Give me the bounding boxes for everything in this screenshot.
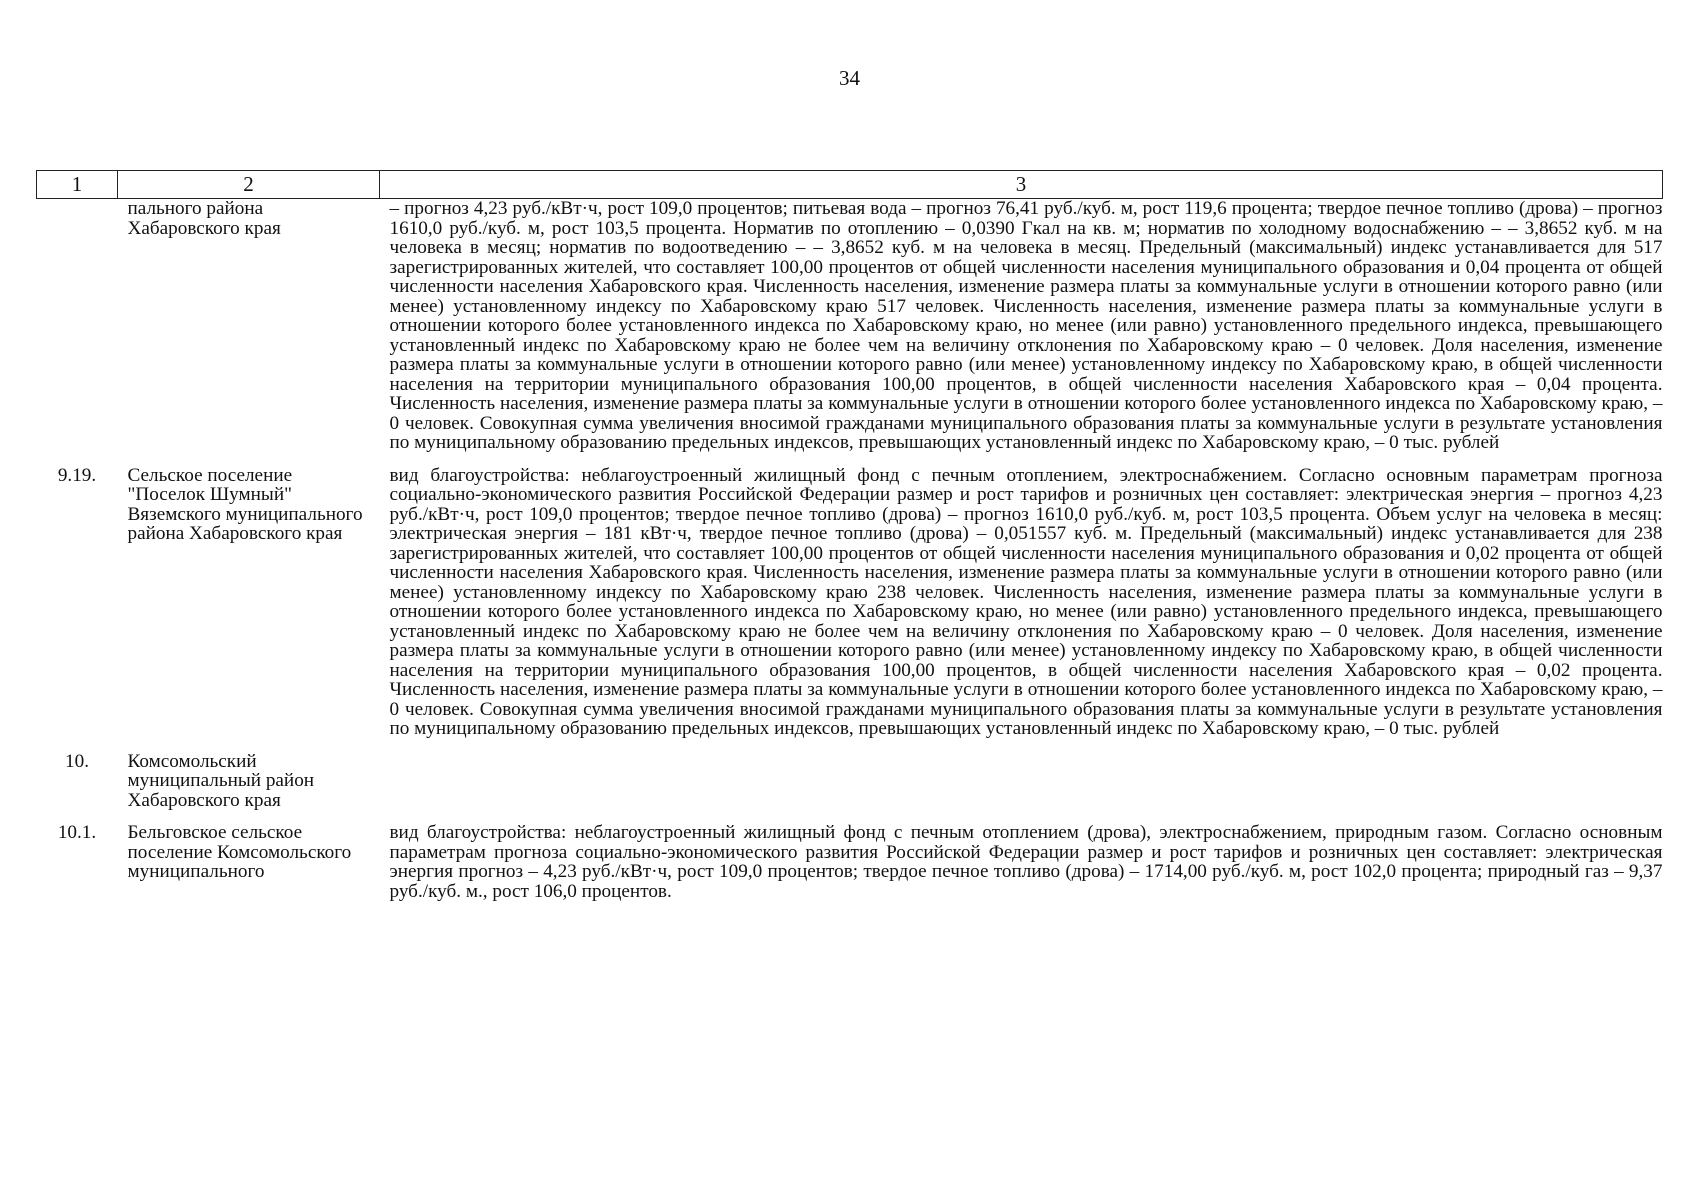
municipality-name: Комсомольский муниципальный район Хабаровского края: [127, 750, 315, 811]
row-number: [37, 199, 118, 453]
row-number: 10.1.: [57, 822, 97, 843]
column-header-2: 2: [118, 171, 380, 199]
row-description: вид благоустройства: неблагоустроенный жилищный фонд с печным отоплением (дрова), электроснабжением, природным газом. Согласно основным параметрам прогноза социально-экономического развития Российской Федерации размер и рост тарифов и розничных цен составляет: электрическая энергия прогноз – 4,23 руб./кВт·ч, рост 109,0 процентов; твердое печное топливо (дрова) – 1714,00 руб./куб. м, рост 102,0 процента; природный газ – 9,37 руб./куб. м., рост 106,0 процентов.: [389, 822, 1663, 902]
column-header-1: 1: [37, 171, 118, 199]
column-header-3: 3: [380, 171, 1663, 199]
municipality-name: Сельское поселение "Поселок Шумный" Вяземского муниципального района Хабаровского края: [127, 464, 363, 544]
table-row: [37, 739, 1663, 811]
row-description: вид благоустройства: неблагоустроенный жилищный фонд с печным отоплением, электроснабжением. Согласно основным параметрам прогноза социально-экономического развития Российской Федерации размер и рост тарифов и розничных цен составляет: электрическая энергия – прогноз 4,23 руб./кВт·ч, рост 109,0 процентов; твердое печное топливо (дрова) – прогноз 1610,0 руб./куб. м, рост 103,5 процента. Объем услуг на человека в месяц: электрическая энергия – 181 кВт·ч, твердое печное топливо (дрова) – 0,051557 куб. м. Предельный (максимальный) индекс устанавливается для 238 зарегистрированных жителей, что составляет 100,00 процентов от общей численности населения муниципального образования и 0,02 процента от общей численности населения Хабаровского края. Численность населения, изменение размера платы за коммунальные услуги в отношении которого равно (или менее) установленному индексу по Хабаровскому краю 238 человек. Численность населения, изменение размера платы за коммунальные услуги в отношении которого более установленного индекса по Хабаровскому краю, но менее (или равно) установленного предельного индекса, превышающего установленный индекс по Хабаровскому краю не более чем на величину отклонения по Хабаровскому краю – 0 человек. Доля населения, изменение размера платы за коммунальные услуги в отношении которого равно (или менее) установленному индексу по Хабаровскому краю, в общей численности населения на территории муниципального образования 100,00 процентов, в общей численности населения Хабаровского края – 0,02 процента. Численность населения, изменение размера платы за коммунальные услуги в отношении которого более установленного индекса по Хабаровскому краю, – 0 человек. Совокупная сумма увеличения вносимой гражданами муниципального образования платы за коммунальные услуги в результате установления по муниципальному образованию предельных индексов, превышающих установленный индекс по Хабаровскому краю, – 0 тыс. рублей: [389, 464, 1663, 739]
table-body: [37, 199, 1663, 902]
row-description: [380, 739, 1663, 811]
row-description: – прогноз 4,23 руб./кВт·ч, рост 109,0 процентов; питьевая вода – прогноз 76,41 руб./куб. м, рост 119,6 процента; твердое печное топливо (дрова) – прогноз 1610,0 руб./куб. м, рост 103,5 процента. Норматив по отоплению – 0,0390 Гкал на кв. м; норматив по холодному водоснабжению – – 3,8652 куб. м на человека в месяц; норматив по водоотведению – – 3,8652 куб. м на человека в месяц. Предельный (максимальный) индекс устанавливается для 517 зарегистрированных жителей, что составляет 100,00 процентов от общей численности населения муниципального образования и 0,04 процента от общей численности населения Хабаровского края. Численность населения, изменение размера платы за коммунальные услуги в отношении которого равно (или менее) установленному индексу по Хабаровскому краю 517 человек. Численность населения, изменение размера платы за коммунальные услуги в отношении которого более установленного индекса по Хабаровскому краю, но менее (или равно) установленного предельного индекса, превышающего установленный индекс по Хабаровскому краю не более чем на величину отклонения по Хабаровскому краю – 0 человек. Доля населения, изменение размера платы за коммунальные услуги в отношении которого равно (или менее) установленному индексу по Хабаровскому краю, в общей численности населения на территории муниципального образования 100,00 процентов, в общей численности населения Хабаровского края – 0,04 процента. Численность населения, изменение размера платы за коммунальные услуги в отношении которого более установленного индекса по Хабаровскому краю, – 0 человек. Совокупная сумма увеличения вносимой гражданами муниципального образования платы за коммунальные услуги в результате установления по муниципальному образованию предельных индексов, превышающих установленный индекс по Хабаровскому краю, – 0 тыс. рублей: [389, 198, 1663, 453]
row-number: 10.: [65, 750, 89, 772]
municipality-name: Бельговское сельское поселение Комсомольского муниципального: [127, 822, 352, 882]
row-number: 9.19.: [57, 464, 97, 486]
table-row: [37, 810, 1663, 901]
tariff-table: [36, 170, 1663, 901]
municipality-name: пального района Хабаровского края: [127, 198, 281, 239]
table-header: [37, 171, 1663, 199]
table-row: [37, 453, 1663, 739]
table-row: [37, 199, 1663, 453]
header-row: [37, 171, 1663, 199]
page-number: 34: [839, 66, 860, 90]
